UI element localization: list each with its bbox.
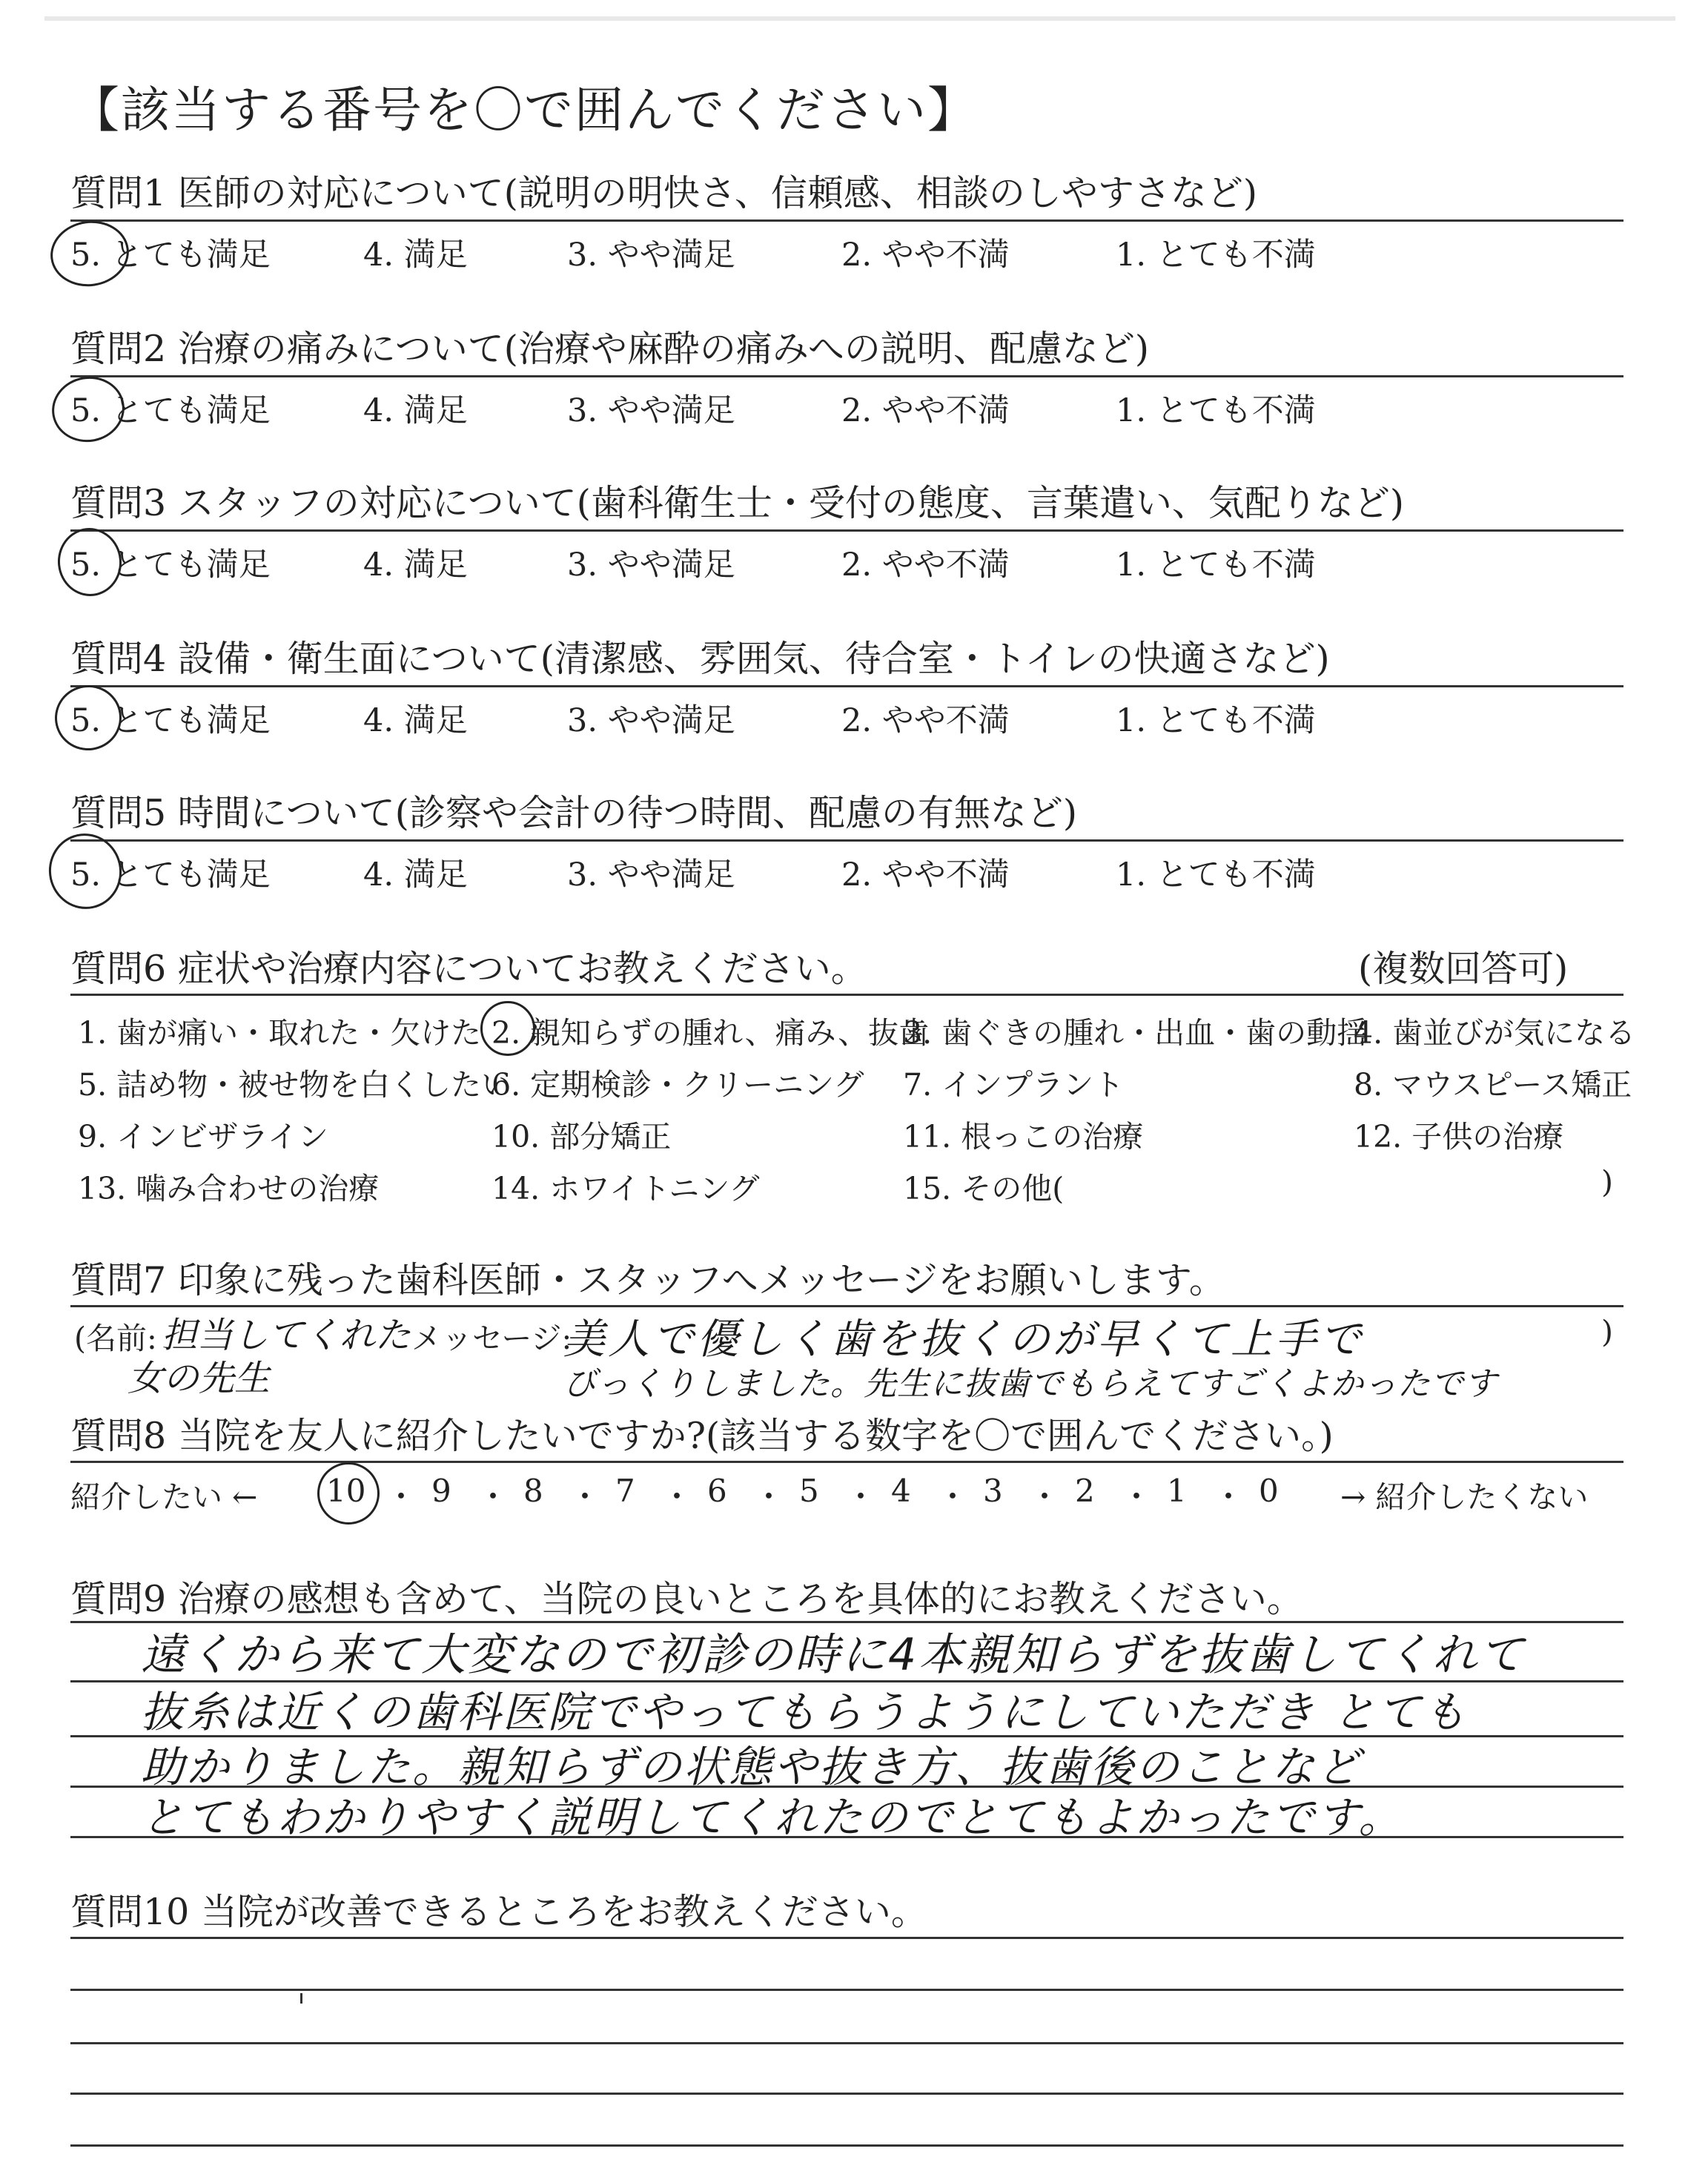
q2-option-1[interactable]: 1. とても不満	[1116, 392, 1316, 429]
q7-handwritten-name[interactable]: 担当してくれた	[162, 1315, 411, 1356]
q6-option-12[interactable]: 12. 子供の治療	[1354, 1119, 1564, 1155]
q6-option-1[interactable]: 1. 歯が痛い・取れた・欠けた	[78, 1015, 482, 1051]
q8-scale-10[interactable]: 10	[326, 1473, 366, 1509]
q8-scale-3[interactable]: 3	[983, 1473, 1003, 1509]
q6-title: 質問6 症状や治療内容についてお教えください。	[70, 948, 867, 990]
q5-option-5[interactable]: 5. とても満足	[70, 856, 271, 894]
q4-option-2[interactable]: 2. やや不満	[841, 702, 1010, 739]
q8-scale-2[interactable]: 2	[1075, 1473, 1095, 1509]
q8-scale-dot: ・	[569, 1479, 601, 1515]
q4-option-3[interactable]: 3. やや満足	[567, 702, 735, 739]
q9-answer-line-3[interactable]: 助かりました。親知らずの状態や抜き方、抜歯後のことなど	[141, 1742, 1363, 1792]
q8-scale-7[interactable]: 7	[615, 1473, 635, 1509]
q10-title: 質問10 当院が改善できるところをお教えください。	[70, 1891, 927, 1933]
q5-option-1[interactable]: 1. とても不満	[1116, 856, 1316, 894]
q8-scale-dot: ・	[1121, 1479, 1153, 1515]
q5-title: 質問5 時間について(診察や会計の待つ時間、配慮の有無など)	[70, 792, 1078, 834]
q4-option-1[interactable]: 1. とても不満	[1116, 702, 1316, 739]
q1-option-1[interactable]: 1. とても不満	[1116, 237, 1316, 274]
q6-option-5[interactable]: 5. 詰め物・被せ物を白くしたい	[78, 1067, 512, 1103]
q2-selection-circle	[47, 371, 130, 448]
q2-title: 質問2 治療の痛みについて(治療や麻酔の痛みへの説明、配慮など)	[70, 328, 1150, 370]
page-header: 【該当する番号を〇で囲んでください】	[70, 82, 978, 139]
q10-rule-2[interactable]	[70, 1989, 1623, 1991]
q7-message-label: メッセージ:	[411, 1321, 572, 1356]
q5-option-2[interactable]: 2. やや不満	[841, 856, 1010, 894]
q8-scale-9[interactable]: 9	[431, 1473, 451, 1509]
q10-rule-1[interactable]	[70, 1937, 1623, 1939]
q8-left-label: 紹介したい ←	[70, 1479, 258, 1515]
q1-option-3[interactable]: 3. やや満足	[567, 237, 735, 274]
q8-scale-dot: ・	[845, 1479, 877, 1515]
q6-option-9[interactable]: 9. インビザライン	[78, 1119, 328, 1155]
q9-answer-line-4[interactable]: とてもわかりやすく説明してくれたのでとてもよかったです。	[141, 1792, 1404, 1843]
q6-option-15[interactable]: 15. その他(	[903, 1171, 1065, 1206]
q8-scale-dot: ・	[1213, 1479, 1245, 1515]
q8-scale-5[interactable]: 5	[799, 1473, 819, 1509]
q2-rule	[70, 375, 1623, 377]
q6-option-15-close: )	[1601, 1164, 1613, 1200]
q8-scale-dot: ・	[477, 1479, 509, 1515]
q4-option-4[interactable]: 4. 満足	[363, 702, 468, 739]
q5-option-4[interactable]: 4. 満足	[363, 856, 468, 894]
q7-name-label: (名前:	[74, 1321, 157, 1356]
q8-scale-6[interactable]: 6	[707, 1473, 727, 1509]
q6-option-2[interactable]: 2. 親知らずの腫れ、痛み、抜歯	[491, 1015, 930, 1051]
q3-option-4[interactable]: 4. 満足	[363, 546, 468, 584]
q6-multiple-note: (複数回答可)	[1358, 948, 1569, 990]
q8-scale-dot: ・	[937, 1479, 969, 1515]
q7-close-paren: )	[1601, 1314, 1613, 1350]
q6-option-7[interactable]: 7. インプラント	[903, 1067, 1125, 1103]
q5-option-3[interactable]: 3. やや満足	[567, 856, 735, 894]
q3-option-5[interactable]: 5. とても満足	[70, 546, 271, 584]
q1-option-2[interactable]: 2. やや不満	[841, 237, 1010, 274]
q6-selection-circle	[480, 1001, 535, 1056]
q10-rule-4[interactable]	[70, 2093, 1623, 2095]
q1-title: 質問1 医師の対応について(説明の明快さ、信頼感、相談のしやすさなど)	[70, 172, 1258, 214]
q8-scale-0[interactable]: 0	[1259, 1473, 1279, 1509]
q4-selection-circle	[50, 681, 125, 755]
q2-option-4[interactable]: 4. 満足	[363, 392, 468, 429]
q4-option-5[interactable]: 5. とても満足	[70, 702, 271, 739]
q8-scale-dot: ・	[385, 1479, 417, 1515]
q3-option-2[interactable]: 2. やや不満	[841, 546, 1010, 584]
q2-option-3[interactable]: 3. やや満足	[567, 392, 735, 429]
q9-answer-line-1[interactable]: 遠くから来て大変なので初診の時に4本親知らずを抜歯してくれて	[141, 1629, 1526, 1681]
q8-scale-1[interactable]: 1	[1167, 1473, 1187, 1509]
q2-option-2[interactable]: 2. やや不満	[841, 392, 1010, 429]
stray-pen-mark	[300, 1993, 302, 2004]
q7-handwritten-message-line2[interactable]: びっくりしました。先生に抜歯でもらえてすごくよかったです	[563, 1365, 1497, 1403]
q1-selection-circle	[46, 216, 133, 291]
q7-handwritten-message-line1[interactable]: 美人で優しく歯を抜くのが早くて上手で	[563, 1315, 1364, 1364]
q4-title: 質問4 設備・衛生面について(清潔感、雰囲気、待合室・トイレの快適さなど)	[70, 638, 1330, 680]
q8-title: 質問8 当院を友人に紹介したいですか?(該当する数字を〇で囲んでください。)	[70, 1415, 1334, 1457]
q8-selection-circle	[317, 1462, 380, 1525]
q7-title: 質問7 印象に残った歯科医師・スタッフへメッセージをお願いします。	[70, 1259, 1225, 1301]
q10-rule-5[interactable]	[70, 2144, 1623, 2147]
q3-selection-circle	[54, 525, 125, 599]
q2-option-5[interactable]: 5. とても満足	[70, 392, 271, 429]
q8-rule	[70, 1461, 1623, 1463]
q10-rule-3[interactable]	[70, 2042, 1623, 2044]
q4-rule	[70, 685, 1623, 687]
q9-answer-line-2[interactable]: 抜糸は近くの歯科医院でやってもらうようにしていただき とても	[141, 1687, 1469, 1737]
q6-option-14[interactable]: 14. ホワイトニング	[491, 1171, 760, 1206]
q6-option-13[interactable]: 13. 噛み合わせの治療	[78, 1171, 380, 1206]
q1-option-4[interactable]: 4. 満足	[363, 237, 468, 274]
q6-option-4[interactable]: 4. 歯並びが気になる	[1354, 1015, 1636, 1051]
q3-title: 質問3 スタッフの対応について(歯科衛生士・受付の態度、言葉遣い、気配りなど)	[70, 482, 1405, 524]
q8-scale-8[interactable]: 8	[523, 1473, 543, 1509]
q9-title: 質問9 治療の感想も含めて、当院の良いところを具体的にお教えください。	[70, 1578, 1303, 1620]
q6-option-3[interactable]: 3. 歯ぐきの腫れ・出血・歯の動揺	[903, 1015, 1368, 1051]
top-edge-line	[44, 16, 1675, 21]
q8-right-label: → 紹介したくない	[1340, 1479, 1589, 1515]
q3-rule	[70, 529, 1623, 532]
q3-option-3[interactable]: 3. やや満足	[567, 546, 735, 584]
q1-option-5[interactable]: 5. とても満足	[70, 237, 271, 274]
q8-scale-dot: ・	[753, 1479, 785, 1515]
q8-scale-4[interactable]: 4	[891, 1473, 911, 1509]
q6-option-11[interactable]: 11. 根っこの治療	[903, 1119, 1144, 1155]
q8-scale-dot: ・	[1029, 1479, 1061, 1515]
q5-rule	[70, 839, 1623, 842]
q3-option-1[interactable]: 1. とても不満	[1116, 546, 1316, 584]
q6-option-6[interactable]: 6. 定期検診・クリーニング	[491, 1067, 864, 1103]
q8-scale-dot: ・	[661, 1479, 693, 1515]
q1-rule	[70, 219, 1623, 222]
q7-handwritten-name-line2[interactable]: 女の先生	[128, 1358, 271, 1399]
q6-option-8[interactable]: 8. マウスピース矯正	[1354, 1067, 1632, 1103]
q6-option-10[interactable]: 10. 部分矯正	[491, 1119, 672, 1155]
q6-rule	[70, 994, 1623, 996]
